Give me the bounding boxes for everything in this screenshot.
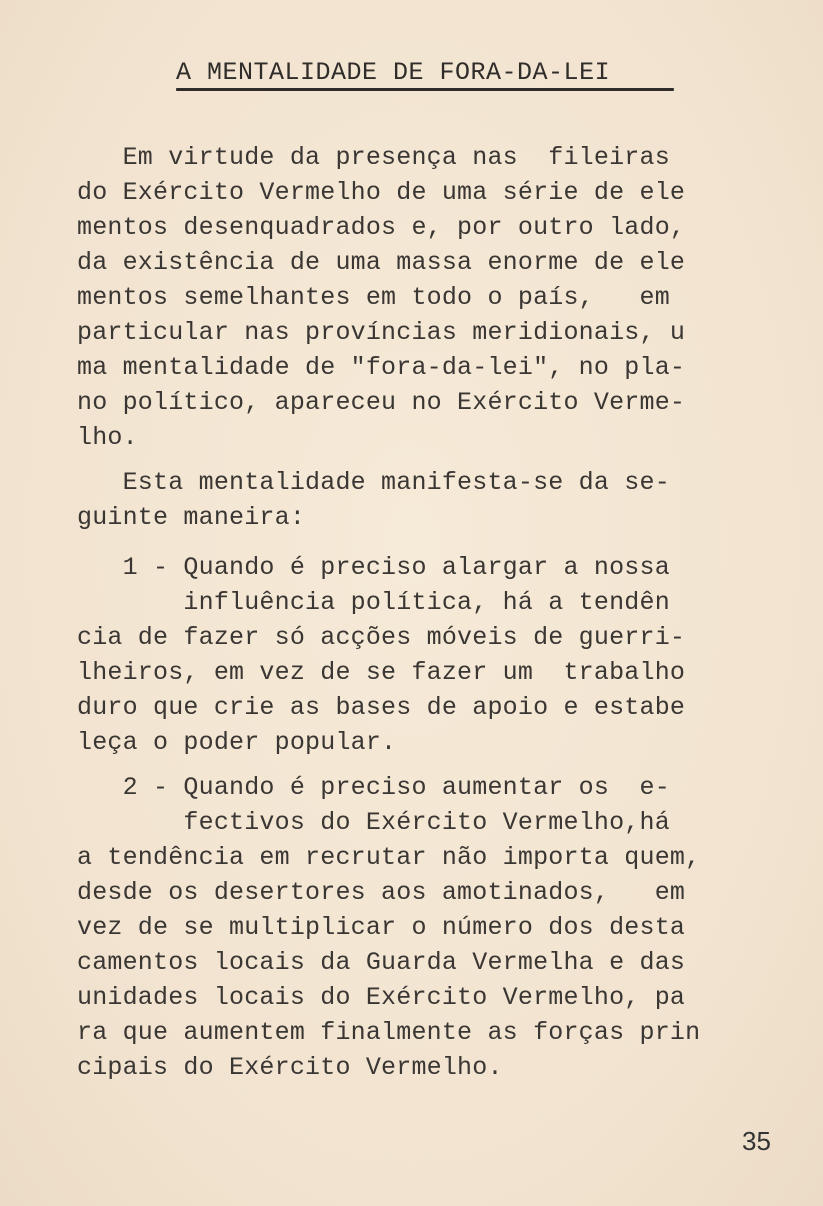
title-underline [176,88,674,91]
text-line: ra que aumentem finalmente as forças prin [77,1018,701,1047]
text-line: Esta mentalidade manifesta-se da se- [77,468,670,497]
text-line: mentos semelhantes em todo o país, em [77,283,670,312]
text-line: particular nas províncias meridionais, u [77,318,686,347]
text-line: no político, apareceu no Exército Verme- [77,388,686,417]
text-line: da existência de uma massa enorme de ele [77,248,686,277]
page-title: A MENTALIDADE DE FORA-DA-LEI [176,58,611,87]
text-line: fectivos do Exército Vermelho,há [77,808,670,837]
text-line: desde os desertores aos amotinados, em [77,878,686,907]
text-line: lho. [77,423,138,452]
text-line: duro que crie as bases de apoio e estabe [77,693,686,722]
text-line: do Exército Vermelho de uma série de ele [77,178,686,207]
text-line: cipais do Exército Vermelho. [77,1053,503,1082]
text-line: influência política, há a tendên [77,588,670,617]
text-line: vez de se multiplicar o número dos desta [77,913,686,942]
text-line: unidades locais do Exército Vermelho, pa [77,983,686,1012]
text-line: 1 - Quando é preciso alargar a nossa [77,553,670,582]
text-line: 2 - Quando é preciso aumentar os e- [77,773,670,802]
text-line: a tendência em recrutar não importa quem, [77,843,701,872]
text-line: leça o poder popular. [77,728,397,757]
text-line: mentos desenquadrados e, por outro lado, [77,213,686,242]
page-number: 35 [742,1126,771,1156]
text-line: cia de fazer só acções móveis de guerri- [77,623,686,652]
text-line: ma mentalidade de "fora-da-lei", no pla- [77,353,686,382]
text-line: Em virtude da presença nas fileiras [77,143,670,172]
text-line: guinte maneira: [77,503,306,532]
text-line: camentos locais da Guarda Vermelha e das [77,948,686,977]
text-line: lheiros, em vez de se fazer um trabalho [77,658,686,687]
